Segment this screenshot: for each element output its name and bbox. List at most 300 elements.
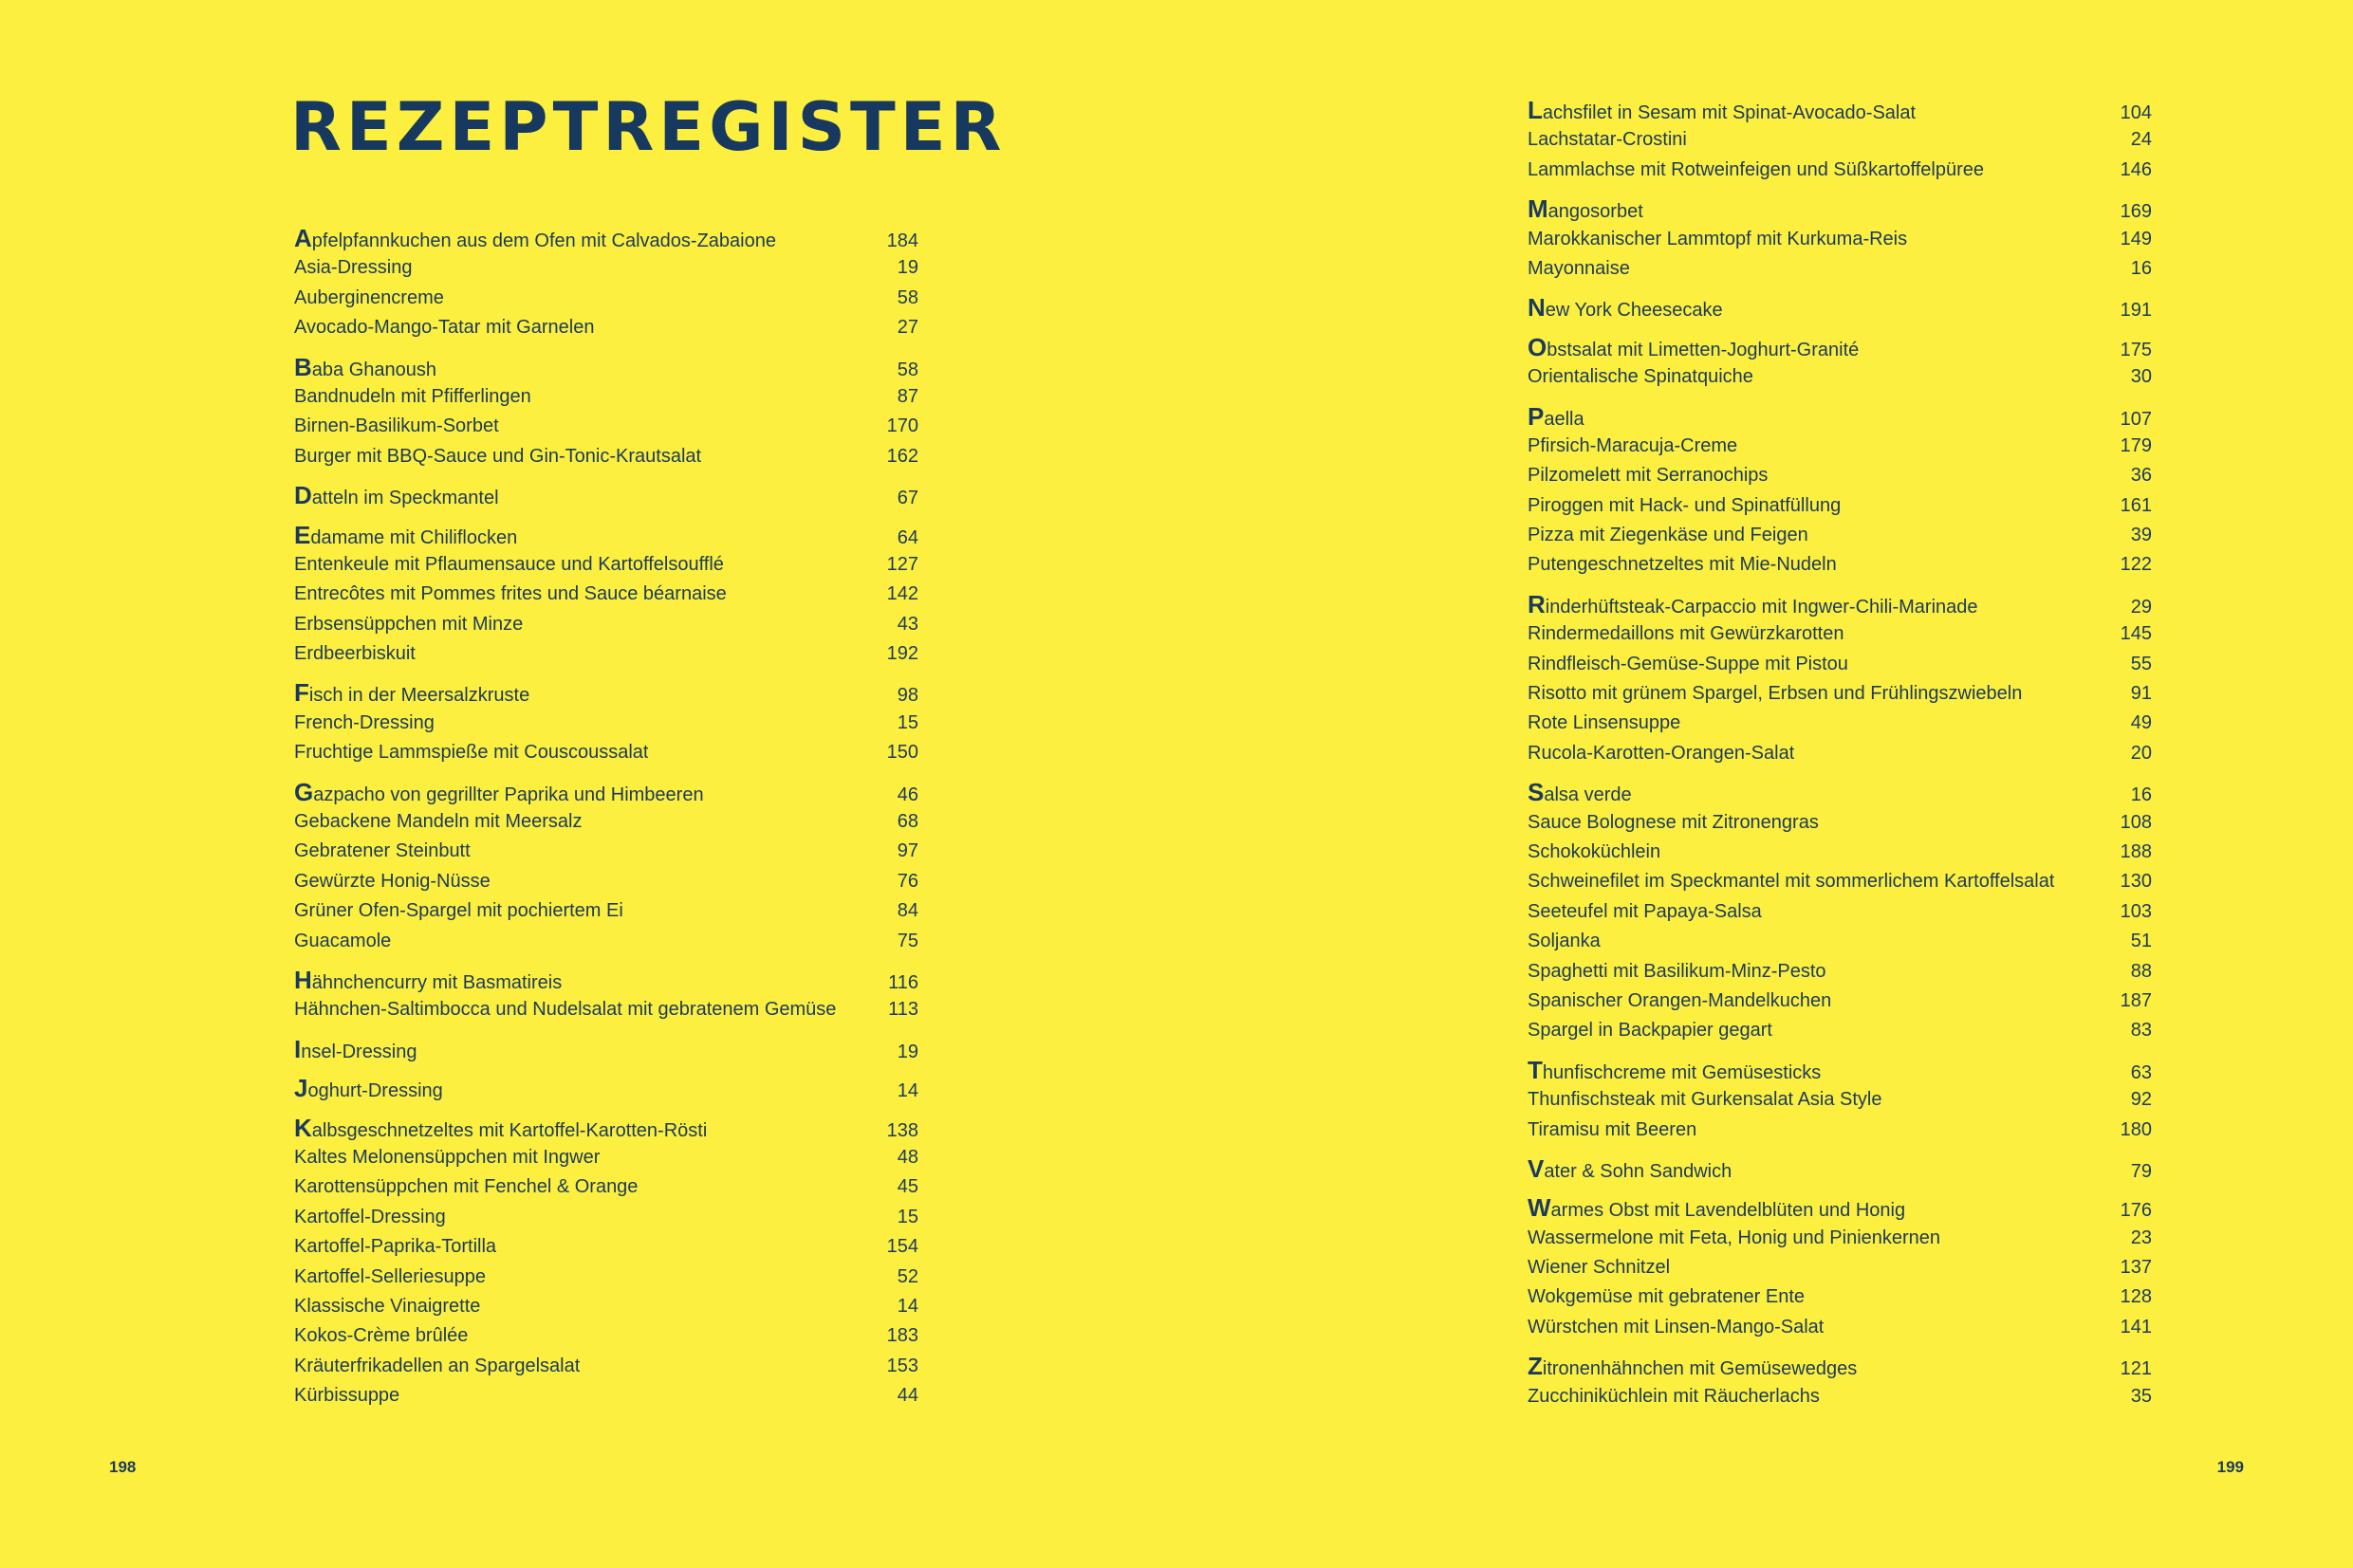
recipe-name bbox=[1528, 1016, 1772, 1045]
recipe-name-text: Wiener Schnitzel bbox=[1528, 1257, 1671, 1279]
recipe-name-text: Fruchtige Lammspieße mit Couscoussalat bbox=[294, 742, 649, 764]
recipe-name-text: Lammlachse mit Rotweinfeigen und Süßkartoffelpüree bbox=[1528, 158, 1984, 180]
recipe-page-number: 75 bbox=[897, 930, 918, 951]
recipe-page-number: 36 bbox=[2130, 465, 2152, 487]
recipe-name bbox=[1528, 461, 1768, 490]
index-letter-group bbox=[1528, 590, 2152, 768]
index-entry bbox=[1528, 1382, 2152, 1411]
recipe-name-text: angosorbet bbox=[1547, 201, 1643, 223]
index-entry bbox=[1528, 156, 2152, 185]
recipe-name bbox=[294, 1381, 399, 1411]
index-entry bbox=[1528, 1116, 2152, 1145]
recipe-name-text: ew York Cheesecake bbox=[1545, 300, 1723, 322]
index-letter-group bbox=[1528, 194, 2152, 284]
recipe-page-number: 43 bbox=[897, 613, 918, 635]
recipe-page-number: 141 bbox=[2120, 1316, 2152, 1337]
recipe-page-number: 46 bbox=[897, 784, 918, 805]
index-entry bbox=[1528, 1253, 2152, 1282]
recipe-page-number: 154 bbox=[886, 1236, 918, 1258]
recipe-name bbox=[1528, 362, 1753, 392]
recipe-name bbox=[1528, 225, 1907, 254]
recipe-page-number: 128 bbox=[2120, 1286, 2152, 1308]
index-entry bbox=[294, 995, 918, 1024]
recipe-name bbox=[1528, 619, 1843, 649]
recipe-name-text: Orientalische Spinatquiche bbox=[1528, 366, 1753, 388]
index-entry bbox=[1528, 333, 2152, 362]
recipe-name bbox=[294, 1074, 443, 1106]
recipe-page-number: 176 bbox=[2120, 1200, 2152, 1222]
recipe-page-number: 187 bbox=[2120, 989, 2152, 1011]
recipe-page-number: 179 bbox=[2120, 434, 2152, 456]
index-initial-letter: O bbox=[1528, 332, 1547, 361]
recipe-name bbox=[294, 284, 444, 313]
index-entry bbox=[1528, 957, 2152, 987]
index-letter-group bbox=[1528, 1056, 2152, 1145]
index-initial-letter: D bbox=[294, 481, 312, 510]
recipe-page-number: 183 bbox=[886, 1325, 918, 1347]
index-entry bbox=[294, 1352, 918, 1381]
recipe-name bbox=[1528, 1352, 1857, 1384]
index-entry bbox=[1528, 1193, 2152, 1223]
index-initial-letter: Z bbox=[1528, 1352, 1543, 1381]
recipe-page-number: 122 bbox=[2120, 554, 2152, 576]
index-entry bbox=[1528, 1282, 2152, 1312]
recipe-page-number: 83 bbox=[2130, 1020, 2152, 1042]
recipe-name bbox=[294, 1114, 707, 1146]
recipe-page-number: 19 bbox=[897, 1041, 918, 1062]
index-entry bbox=[1528, 1016, 2152, 1045]
recipe-name-text: damame mit Chiliflocken bbox=[310, 526, 518, 548]
recipe-name bbox=[1528, 1382, 1820, 1411]
recipe-page-number: 92 bbox=[2130, 1089, 2152, 1111]
recipe-page-number: 29 bbox=[2130, 596, 2152, 618]
index-entry bbox=[1528, 867, 2152, 896]
index-entry bbox=[1528, 194, 2152, 224]
recipe-name bbox=[294, 837, 471, 866]
index-entry bbox=[1528, 838, 2152, 867]
recipe-name-text: Erbsensüppchen mit Minze bbox=[294, 613, 524, 635]
recipe-name-text: Schweinefilet im Speckmantel mit sommerlichem Kartoffelsalat bbox=[1528, 871, 2055, 893]
recipe-name-text: Burger mit BBQ-Sauce und Gin-Tonic-Krautsalat bbox=[294, 445, 702, 467]
left-page bbox=[0, 0, 1176, 1568]
page-title: REZEPTREGISTER bbox=[290, 88, 1007, 166]
index-entry bbox=[1528, 362, 2152, 392]
recipe-page-number: 64 bbox=[897, 526, 918, 548]
recipe-name-text: Wassermelone mit Feta, Honig und Pinienkernen bbox=[1528, 1227, 1941, 1248]
recipe-name-text: Seeteufel mit Papaya-Salsa bbox=[1528, 900, 1762, 922]
recipe-page-number: 35 bbox=[2130, 1385, 2152, 1407]
index-initial-letter: R bbox=[1528, 589, 1546, 618]
recipe-page-number: 116 bbox=[888, 971, 918, 993]
recipe-page-number: 44 bbox=[897, 1385, 918, 1407]
recipe-page-number: 137 bbox=[2120, 1257, 2152, 1279]
recipe-name-text: Auberginencreme bbox=[294, 286, 444, 308]
index-entry bbox=[1528, 125, 2152, 155]
index-letter-group bbox=[294, 521, 918, 670]
recipe-name bbox=[1528, 293, 1723, 325]
recipe-name bbox=[294, 927, 391, 956]
index-initial-letter: V bbox=[1528, 1153, 1545, 1183]
index-entry bbox=[294, 678, 918, 708]
index-entry bbox=[1528, 927, 2152, 956]
recipe-name-text: Schokoküchlein bbox=[1528, 840, 1661, 862]
index-entry bbox=[1528, 96, 2152, 125]
recipe-page-number: 192 bbox=[886, 643, 918, 665]
recipe-name-text: Entrecôtes mit Pommes frites und Sauce béarnaise bbox=[294, 583, 727, 605]
index-column-left bbox=[294, 224, 918, 1420]
recipe-name bbox=[294, 481, 499, 513]
recipe-name bbox=[294, 1172, 638, 1202]
index-entry bbox=[294, 837, 918, 866]
recipe-name bbox=[1528, 333, 1859, 365]
index-initial-letter: L bbox=[1528, 96, 1543, 124]
index-entry bbox=[294, 1263, 918, 1292]
recipe-name-text: Spanischer Orangen-Mandelkuchen bbox=[1528, 989, 1832, 1011]
recipe-page-number: 150 bbox=[886, 742, 918, 764]
recipe-name bbox=[294, 778, 704, 810]
recipe-name-text: Lachstatar-Crostini bbox=[1528, 129, 1687, 151]
recipe-name-text: Wokgemüse mit gebratener Ente bbox=[1528, 1286, 1806, 1308]
recipe-name bbox=[1528, 778, 1632, 810]
recipe-name bbox=[294, 807, 582, 837]
index-entry bbox=[294, 927, 918, 956]
recipe-page-number: 184 bbox=[886, 231, 918, 251]
index-entry bbox=[1528, 1085, 2152, 1115]
recipe-name bbox=[1528, 402, 1584, 434]
recipe-page-number: 145 bbox=[2120, 623, 2152, 645]
index-entry bbox=[294, 639, 918, 669]
recipe-page-number: 23 bbox=[2130, 1227, 2152, 1248]
index-letter-group bbox=[294, 1114, 918, 1411]
recipe-name bbox=[1528, 590, 1978, 622]
index-letter-group bbox=[1528, 1193, 2152, 1342]
recipe-name bbox=[1528, 1282, 1805, 1312]
recipe-name-text: achsfilet in Sesam mit Spinat-Avocado-Salat bbox=[1542, 102, 1917, 123]
recipe-page-number: 88 bbox=[2130, 960, 2152, 982]
recipe-name bbox=[1528, 897, 1762, 927]
recipe-page-number: 170 bbox=[886, 415, 918, 437]
index-entry bbox=[1528, 897, 2152, 927]
index-entry bbox=[1528, 1352, 2152, 1381]
index-initial-letter: I bbox=[294, 1034, 302, 1063]
recipe-name bbox=[1528, 1253, 1670, 1282]
recipe-page-number: 76 bbox=[897, 870, 918, 892]
recipe-name-text: aba Ghanoush bbox=[311, 359, 437, 380]
index-initial-letter: N bbox=[1528, 293, 1546, 323]
recipe-name bbox=[294, 550, 724, 580]
recipe-name-text: Entenkeule mit Pflaumensauce und Kartoffelsoufflé bbox=[294, 553, 724, 575]
index-initial-letter: K bbox=[294, 1113, 312, 1142]
recipe-name bbox=[1528, 1224, 1940, 1253]
index-entry bbox=[294, 442, 918, 471]
recipe-name bbox=[1528, 867, 2054, 896]
index-initial-letter: A bbox=[294, 224, 312, 252]
index-entry bbox=[294, 610, 918, 639]
index-entry bbox=[294, 1203, 918, 1232]
recipe-name bbox=[294, 224, 776, 256]
index-letter-group bbox=[1528, 96, 2152, 185]
recipe-page-number: 49 bbox=[2130, 712, 2152, 734]
index-initial-letter: G bbox=[294, 777, 314, 806]
recipe-name bbox=[294, 966, 562, 998]
recipe-page-number: 113 bbox=[888, 999, 918, 1021]
recipe-name bbox=[1528, 156, 1984, 185]
index-entry bbox=[294, 353, 918, 382]
recipe-name bbox=[294, 442, 701, 471]
recipe-name-text: Würstchen mit Linsen-Mango-Salat bbox=[1528, 1316, 1825, 1337]
recipe-name bbox=[294, 1352, 580, 1381]
recipe-name-text: Hähnchen-Saltimbocca und Nudelsalat mit gebratenem Gemüse bbox=[294, 999, 837, 1021]
index-entry bbox=[1528, 709, 2152, 738]
recipe-page-number: 14 bbox=[897, 1080, 918, 1102]
recipe-name-text: Gewürzte Honig-Nüsse bbox=[294, 870, 491, 892]
index-entry bbox=[1528, 521, 2152, 550]
index-entry bbox=[294, 224, 918, 253]
index-entry bbox=[1528, 293, 2152, 323]
recipe-page-number: 149 bbox=[2120, 228, 2152, 249]
recipe-page-number: 15 bbox=[897, 711, 918, 733]
recipe-name-text: Birnen-Basilikum-Sorbet bbox=[294, 415, 499, 437]
index-entry bbox=[294, 284, 918, 313]
recipe-page-number: 15 bbox=[897, 1206, 918, 1227]
recipe-name-text: isch in der Meersalzkruste bbox=[308, 685, 530, 707]
index-initial-letter: E bbox=[294, 520, 311, 549]
recipe-name bbox=[294, 1263, 486, 1292]
recipe-page-number: 16 bbox=[2130, 257, 2152, 279]
recipe-name-text: Guacamole bbox=[294, 930, 392, 951]
recipe-page-number: 52 bbox=[897, 1265, 918, 1287]
right-page bbox=[1176, 0, 2353, 1568]
recipe-name-text: Spargel in Backpapier gegart bbox=[1528, 1020, 1772, 1042]
recipe-name-text: Marokkanischer Lammtopf mit Kurkuma-Reis bbox=[1528, 228, 1908, 249]
recipe-name bbox=[294, 1035, 417, 1067]
recipe-name-text: Rote Linsensuppe bbox=[1528, 712, 1681, 734]
recipe-name bbox=[294, 867, 491, 896]
index-entry bbox=[294, 580, 918, 609]
index-entry bbox=[294, 253, 918, 283]
index-initial-letter: J bbox=[294, 1074, 308, 1103]
index-entry bbox=[294, 1321, 918, 1351]
index-entry bbox=[294, 382, 918, 412]
recipe-name bbox=[294, 995, 836, 1024]
recipe-page-number: 97 bbox=[897, 840, 918, 862]
recipe-name bbox=[1528, 927, 1601, 956]
index-letter-group bbox=[1528, 1352, 2152, 1411]
recipe-name-text: Erdbeerbiskuit bbox=[294, 643, 416, 665]
recipe-name bbox=[1528, 521, 1808, 550]
recipe-page-number: 107 bbox=[2120, 408, 2152, 430]
recipe-name-text: Tiramisu mit Beeren bbox=[1528, 1118, 1697, 1140]
recipe-name bbox=[294, 353, 436, 385]
recipe-name bbox=[294, 412, 499, 441]
index-entry bbox=[1528, 1224, 2152, 1253]
recipe-name bbox=[1528, 709, 1680, 738]
recipe-name bbox=[294, 896, 623, 926]
recipe-page-number: 191 bbox=[2120, 300, 2152, 322]
recipe-page-number: 19 bbox=[897, 257, 918, 279]
recipe-name bbox=[1528, 550, 1837, 580]
index-letter-group bbox=[294, 353, 918, 472]
index-initial-letter: B bbox=[294, 352, 312, 381]
recipe-name bbox=[1528, 125, 1687, 155]
recipe-page-number: 169 bbox=[2120, 201, 2152, 223]
index-entry bbox=[1528, 461, 2152, 490]
index-entry bbox=[294, 1292, 918, 1321]
recipe-name-text: Asia-Dressing bbox=[294, 257, 413, 279]
recipe-page-number: 180 bbox=[2120, 1118, 2152, 1140]
recipe-name-text: Grüner Ofen-Spargel mit pochiertem Ei bbox=[294, 900, 623, 922]
recipe-name bbox=[294, 738, 648, 767]
recipe-name-text: Piroggen mit Hack- und Spinatfüllung bbox=[1528, 494, 1842, 516]
recipe-name bbox=[294, 1203, 446, 1232]
recipe-name bbox=[1528, 838, 1660, 867]
recipe-page-number: 45 bbox=[897, 1176, 918, 1198]
recipe-name bbox=[1528, 1056, 1821, 1088]
recipe-name-text: inderhüftsteak-Carpaccio mit Ingwer-Chili-Marinade bbox=[1545, 596, 1978, 618]
index-letter-group bbox=[1528, 402, 2152, 581]
index-entry bbox=[1528, 808, 2152, 838]
index-entry bbox=[1528, 402, 2152, 432]
recipe-page-number: 79 bbox=[2130, 1160, 2152, 1182]
recipe-name-text: Rindermedaillons mit Gewürzkarotten bbox=[1528, 623, 1844, 645]
recipe-name-text: ähnchencurry mit Basmatireis bbox=[311, 971, 563, 993]
recipe-name-text: Rucola-Karotten-Orangen-Salat bbox=[1528, 742, 1795, 764]
recipe-page-number: 87 bbox=[897, 385, 918, 407]
index-entry bbox=[1528, 1154, 2152, 1184]
index-entry bbox=[1528, 739, 2152, 768]
recipe-name bbox=[294, 610, 523, 639]
recipe-name bbox=[294, 639, 416, 669]
recipe-page-number: 20 bbox=[2130, 742, 2152, 764]
index-entry bbox=[294, 313, 918, 342]
index-entry bbox=[294, 1232, 918, 1262]
recipe-page-number: 175 bbox=[2120, 339, 2152, 360]
index-initial-letter: P bbox=[1528, 401, 1545, 431]
index-entry bbox=[294, 1035, 918, 1064]
index-entry bbox=[1528, 550, 2152, 580]
recipe-name-text: Karottensüppchen mit Fenchel & Orange bbox=[294, 1176, 639, 1198]
recipe-name bbox=[294, 1292, 480, 1321]
recipe-name-text: French-Dressing bbox=[294, 711, 435, 733]
recipe-name-text: aella bbox=[1544, 408, 1584, 430]
index-entry bbox=[294, 966, 918, 995]
recipe-name bbox=[1528, 808, 1819, 838]
index-entry bbox=[294, 1172, 918, 1202]
index-letter-group bbox=[294, 224, 918, 343]
recipe-name bbox=[1528, 432, 1737, 461]
index-initial-letter: W bbox=[1528, 1193, 1551, 1223]
recipe-name bbox=[1528, 1193, 1905, 1226]
index-initial-letter: H bbox=[294, 965, 312, 994]
recipe-name bbox=[294, 1321, 468, 1351]
page-number-left: 198 bbox=[109, 1458, 137, 1476]
recipe-name-text: atteln im Speckmantel bbox=[311, 488, 499, 509]
recipe-name-text: alsa verde bbox=[1544, 784, 1632, 806]
index-entry bbox=[1528, 987, 2152, 1016]
recipe-name bbox=[294, 678, 529, 710]
recipe-name bbox=[1528, 1154, 1732, 1187]
recipe-name-text: Pizza mit Ziegenkäse und Feigen bbox=[1528, 525, 1808, 546]
index-letter-group bbox=[294, 778, 918, 956]
recipe-page-number: 30 bbox=[2130, 366, 2152, 388]
recipe-name-text: albsgeschnetzeltes mit Kartoffel-Karotten-Rösti bbox=[311, 1119, 708, 1141]
recipe-name-text: ater & Sohn Sandwich bbox=[1544, 1160, 1732, 1182]
recipe-page-number: 162 bbox=[886, 445, 918, 467]
recipe-page-number: 108 bbox=[2120, 811, 2152, 833]
recipe-name-text: Thunfischsteak mit Gurkensalat Asia Style bbox=[1528, 1089, 1882, 1111]
index-entry bbox=[294, 521, 918, 550]
index-entry bbox=[294, 1381, 918, 1411]
index-entry bbox=[1528, 254, 2152, 284]
recipe-page-number: 138 bbox=[886, 1119, 918, 1141]
recipe-page-number: 84 bbox=[897, 900, 918, 922]
recipe-name-text: oghurt-Dressing bbox=[307, 1080, 443, 1102]
recipe-name-text: Kürbissuppe bbox=[294, 1385, 400, 1407]
index-letter-group bbox=[294, 1074, 918, 1103]
recipe-name-text: Mayonnaise bbox=[1528, 257, 1630, 279]
recipe-name-text: Klassische Vinaigrette bbox=[294, 1295, 481, 1317]
recipe-page-number: 121 bbox=[2120, 1358, 2152, 1380]
recipe-name-text: Zucchiniküchlein mit Räucherlachs bbox=[1528, 1385, 1820, 1407]
recipe-name-text: pfelpfannkuchen aus dem Ofen mit Calvados-Zabaione bbox=[311, 231, 776, 251]
recipe-page-number: 103 bbox=[2120, 900, 2152, 922]
index-letter-group bbox=[294, 481, 918, 510]
recipe-name bbox=[1528, 679, 2022, 709]
recipe-page-number: 98 bbox=[897, 685, 918, 707]
recipe-page-number: 142 bbox=[886, 583, 918, 605]
recipe-page-number: 16 bbox=[2130, 784, 2152, 806]
recipe-name bbox=[1528, 987, 1831, 1016]
recipe-name bbox=[294, 580, 727, 609]
recipe-name-text: Putengeschnetzeltes mit Mie-Nudeln bbox=[1528, 554, 1837, 576]
recipe-name bbox=[294, 382, 531, 412]
recipe-page-number: 14 bbox=[897, 1295, 918, 1317]
recipe-name-text: Avocado-Mango-Tatar mit Garnelen bbox=[294, 317, 595, 339]
index-column-right bbox=[1528, 96, 2152, 1421]
index-letter-group bbox=[1528, 333, 2152, 393]
index-entry bbox=[1528, 432, 2152, 461]
recipe-name-text: azpacho von gegrillter Paprika und Himbeeren bbox=[313, 784, 704, 805]
recipe-name bbox=[1528, 650, 1848, 679]
recipe-page-number: 58 bbox=[897, 359, 918, 380]
recipe-page-number: 63 bbox=[2130, 1061, 2152, 1083]
recipe-page-number: 27 bbox=[897, 317, 918, 339]
recipe-name bbox=[1528, 254, 1630, 284]
recipe-page-number: 55 bbox=[2130, 653, 2152, 674]
recipe-name-text: Kartoffel-Dressing bbox=[294, 1206, 446, 1227]
recipe-page-number: 58 bbox=[897, 286, 918, 308]
index-letter-group bbox=[294, 966, 918, 1025]
index-letter-group bbox=[1528, 1154, 2152, 1184]
index-entry bbox=[294, 412, 918, 441]
recipe-name bbox=[294, 313, 594, 342]
recipe-name-text: nsel-Dressing bbox=[301, 1041, 417, 1062]
page-number-right: 199 bbox=[2216, 1458, 2244, 1476]
recipe-name bbox=[294, 1232, 496, 1262]
recipe-page-number: 51 bbox=[2130, 931, 2152, 952]
recipe-name-text: Pfirsich-Maracuja-Creme bbox=[1528, 434, 1738, 456]
index-entry bbox=[1528, 590, 2152, 619]
recipe-page-number: 68 bbox=[897, 811, 918, 833]
index-entry bbox=[1528, 778, 2152, 807]
recipe-name bbox=[1528, 1116, 1696, 1145]
recipe-name-text: hunfischcreme mit Gemüsesticks bbox=[1542, 1061, 1822, 1083]
recipe-page-number: 127 bbox=[886, 553, 918, 575]
index-initial-letter: M bbox=[1528, 194, 1548, 224]
recipe-name-text: Gebratener Steinbutt bbox=[294, 840, 471, 862]
recipe-page-number: 130 bbox=[2120, 871, 2152, 893]
recipe-name bbox=[1528, 96, 1916, 128]
